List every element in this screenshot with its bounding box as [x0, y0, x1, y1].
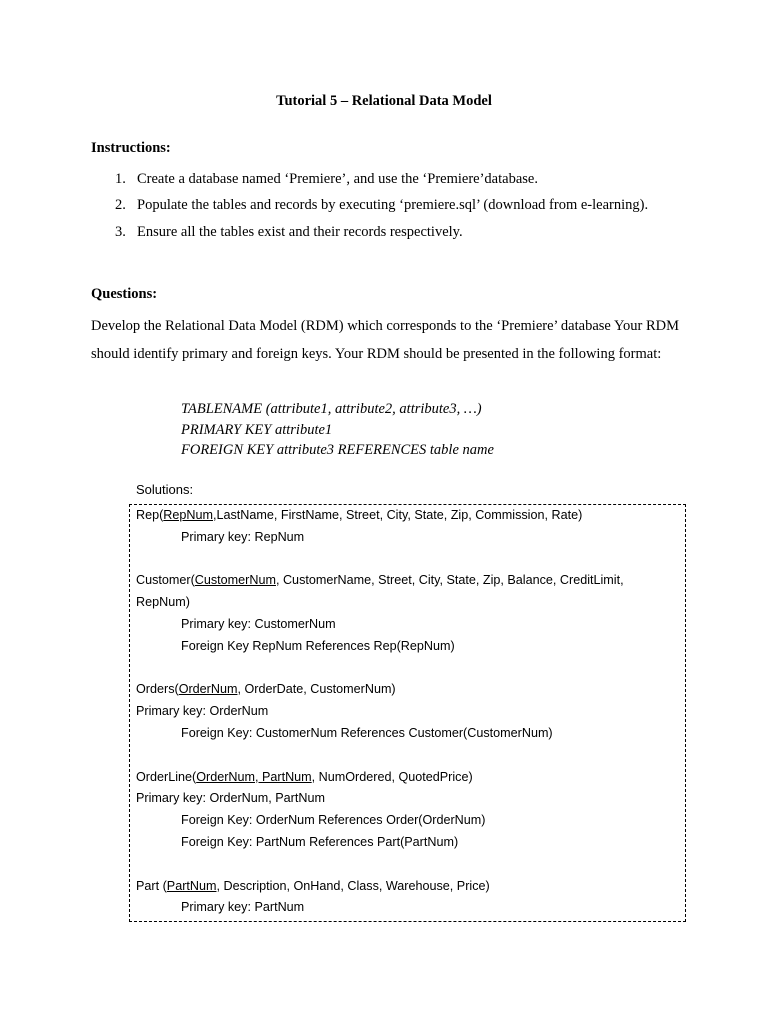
solutions-heading: Solutions: [136, 482, 194, 497]
document-title: Tutorial 5 – Relational Data Model [276, 93, 492, 109]
rep-schema: Rep(RepNum,LastName, FirstName, Street, City, State, Zip, Commission, Rate) [136, 508, 583, 522]
orders-foreign-key: Foreign Key: CustomerNum References Customer(CustomerNum) [181, 725, 553, 740]
orderline-foreign-key: Foreign Key: OrderNum References Order(OrderNum) [181, 813, 486, 828]
format-line: TABLENAME (attribute1, attribute2, attribute3, …) [181, 401, 482, 417]
format-block [181, 399, 494, 461]
orderline-schema: OrderLine(OrderNum, PartNum, NumOrdered, QuotedPrice) [136, 769, 473, 784]
part-schema: Part (PartNum, Description, OnHand, Class, Warehouse, Price) [136, 878, 490, 893]
part-primary-key: Primary key: PartNum [181, 900, 305, 915]
orders-schema: Orders(OrderNum, OrderDate, CustomerNum) [136, 682, 396, 697]
questions-paragraph: Develop the Relational Data Model (RDM) which corresponds to the ‘Premiere’ database Your RDM should identify primary and foreign keys. Your RDM should be presented in the following format: [91, 318, 679, 362]
orderline-foreign-key: Foreign Key: PartNum References Part(PartNum) [181, 834, 459, 849]
format-line: FOREIGN KEY attribute3 REFERENCES table name [181, 442, 494, 458]
instruction-item: 3. Ensure all the tables exist and their records respectively. [115, 224, 463, 240]
instructions-heading: Instructions: [91, 140, 171, 156]
customer-foreign-key: Foreign Key RepNum References Rep(RepNum) [181, 638, 455, 653]
orderline-primary-key: Primary key: OrderNum, PartNum [136, 791, 325, 806]
instruction-item: 2. Populate the tables and records by executing ‘premiere.sql’ (download from e-learning). [115, 197, 649, 213]
questions-heading: Questions: [91, 286, 158, 302]
customer-schema-cont: RepNum) [136, 595, 190, 610]
customer-primary-key: Primary key: CustomerNum [181, 616, 336, 631]
solutions-content [136, 505, 624, 919]
customer-schema: Customer(CustomerNum, CustomerName, Street, City, State, Zip, Balance, CreditLimit, [136, 573, 624, 588]
rep-primary-key: Primary key: RepNum [181, 529, 305, 544]
format-line: PRIMARY KEY attribute1 [181, 421, 333, 438]
orders-primary-key: Primary key: OrderNum [136, 704, 269, 719]
instruction-item: 1. Create a database named ‘Premiere’, and use the ‘Premiere’database. [115, 171, 538, 187]
